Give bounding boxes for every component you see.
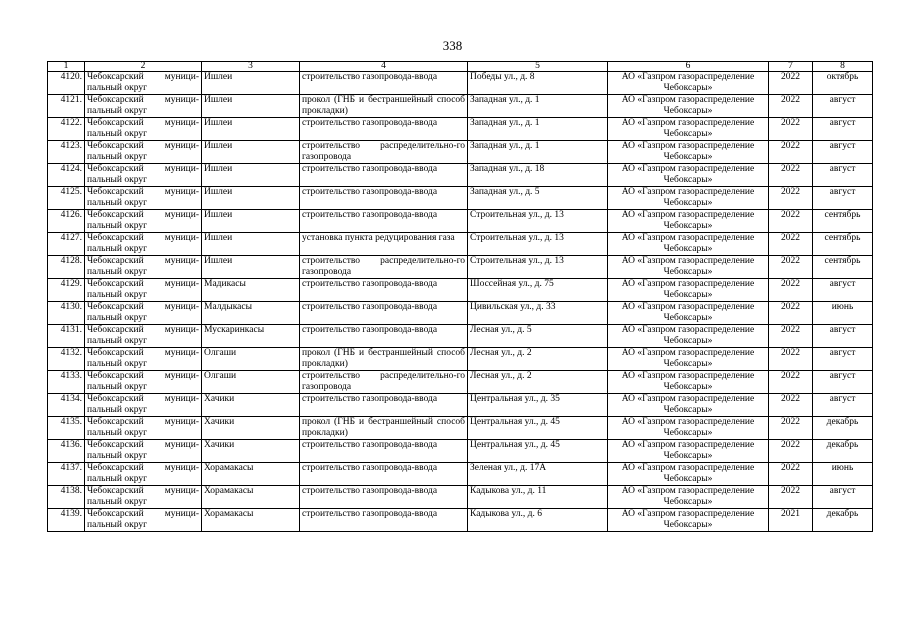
work-type-cell: строительство газопровода-ввода bbox=[300, 187, 468, 210]
organization-cell: АО «Газпром газораспределение Чебоксары» bbox=[608, 72, 769, 95]
table-row bbox=[48, 95, 873, 118]
work-type-cell: строительство газопровода-ввода bbox=[300, 279, 468, 302]
settlement-cell: Мускаринкасы bbox=[202, 325, 300, 348]
work-type-cell: строительство газопровода-ввода bbox=[300, 325, 468, 348]
month-cell: август bbox=[813, 95, 873, 118]
work-type-cell: строительство газопровода-ввода bbox=[300, 164, 468, 187]
address-cell: Кадыкова ул., д. 11 bbox=[468, 486, 608, 509]
district-cell: Чебоксарский муници-пальный округ bbox=[85, 95, 202, 118]
month-cell: август bbox=[813, 141, 873, 164]
organization-cell: АО «Газпром газораспределение Чебоксары» bbox=[608, 486, 769, 509]
district-cell: Чебоксарский муници-пальный округ bbox=[85, 463, 202, 486]
table-row bbox=[48, 187, 873, 210]
district-cell: Чебоксарский муници-пальный округ bbox=[85, 164, 202, 187]
month-cell: сентябрь bbox=[813, 233, 873, 256]
organization-cell: АО «Газпром газораспределение Чебоксары» bbox=[608, 95, 769, 118]
row-number: 4129. bbox=[48, 279, 85, 302]
district-cell: Чебоксарский муници-пальный округ bbox=[85, 256, 202, 279]
district-cell: Чебоксарский муници-пальный округ bbox=[85, 141, 202, 164]
work-plan-table bbox=[47, 61, 873, 532]
column-header: 7 bbox=[769, 62, 813, 72]
month-cell: декабрь bbox=[813, 509, 873, 532]
settlement-cell: Хачики bbox=[202, 417, 300, 440]
month-cell: октябрь bbox=[813, 72, 873, 95]
address-cell: Западная ул., д. 1 bbox=[468, 141, 608, 164]
month-cell: август bbox=[813, 325, 873, 348]
address-cell: Шоссейная ул., д. 75 bbox=[468, 279, 608, 302]
table-row bbox=[48, 302, 873, 325]
year-cell: 2022 bbox=[769, 210, 813, 233]
year-cell: 2022 bbox=[769, 118, 813, 141]
year-cell: 2022 bbox=[769, 440, 813, 463]
work-type-cell: строительство газопровода-ввода bbox=[300, 463, 468, 486]
organization-cell: АО «Газпром газораспределение Чебоксары» bbox=[608, 118, 769, 141]
address-cell: Лесная ул., д. 2 bbox=[468, 371, 608, 394]
settlement-cell: Хорамакасы bbox=[202, 463, 300, 486]
table-row bbox=[48, 394, 873, 417]
work-type-cell: строительство газопровода-ввода bbox=[300, 394, 468, 417]
work-type-cell: прокол (ГНБ и бестраншейный способ прокладки) bbox=[300, 417, 468, 440]
settlement-cell: Ишлеи bbox=[202, 210, 300, 233]
district-cell: Чебоксарский муници-пальный округ bbox=[85, 348, 202, 371]
work-type-cell: строительство газопровода-ввода bbox=[300, 440, 468, 463]
organization-cell: АО «Газпром газораспределение Чебоксары» bbox=[608, 371, 769, 394]
organization-cell: АО «Газпром газораспределение Чебоксары» bbox=[608, 509, 769, 532]
address-cell: Победы ул., д. 8 bbox=[468, 72, 608, 95]
year-cell: 2022 bbox=[769, 187, 813, 210]
year-cell: 2022 bbox=[769, 325, 813, 348]
organization-cell: АО «Газпром газораспределение Чебоксары» bbox=[608, 394, 769, 417]
district-cell: Чебоксарский муници-пальный округ bbox=[85, 210, 202, 233]
table-row bbox=[48, 417, 873, 440]
table-row bbox=[48, 164, 873, 187]
year-cell: 2022 bbox=[769, 256, 813, 279]
column-header: 6 bbox=[608, 62, 769, 72]
month-cell: август bbox=[813, 348, 873, 371]
column-header: 8 bbox=[813, 62, 873, 72]
organization-cell: АО «Газпром газораспределение Чебоксары» bbox=[608, 233, 769, 256]
work-type-cell: строительство газопровода-ввода bbox=[300, 486, 468, 509]
settlement-cell: Малдыкасы bbox=[202, 302, 300, 325]
district-cell: Чебоксарский муници-пальный округ bbox=[85, 394, 202, 417]
year-cell: 2022 bbox=[769, 463, 813, 486]
table-row bbox=[48, 463, 873, 486]
work-type-cell: строительство распределительно-го газопровода bbox=[300, 371, 468, 394]
year-cell: 2022 bbox=[769, 279, 813, 302]
month-cell: август bbox=[813, 187, 873, 210]
settlement-cell: Ишлеи bbox=[202, 187, 300, 210]
row-number: 4133. bbox=[48, 371, 85, 394]
table-row bbox=[48, 141, 873, 164]
organization-cell: АО «Газпром газораспределение Чебоксары» bbox=[608, 348, 769, 371]
table-row bbox=[48, 325, 873, 348]
district-cell: Чебоксарский муници-пальный округ bbox=[85, 440, 202, 463]
row-number: 4126. bbox=[48, 210, 85, 233]
row-number: 4137. bbox=[48, 463, 85, 486]
work-type-cell: строительство газопровода-ввода bbox=[300, 72, 468, 95]
month-cell: август bbox=[813, 371, 873, 394]
column-number-row bbox=[48, 62, 873, 72]
district-cell: Чебоксарский муници-пальный округ bbox=[85, 509, 202, 532]
table-row bbox=[48, 279, 873, 302]
address-cell: Строительная ул., д. 13 bbox=[468, 210, 608, 233]
table-row bbox=[48, 72, 873, 95]
month-cell: июнь bbox=[813, 463, 873, 486]
column-header: 1 bbox=[48, 62, 85, 72]
district-cell: Чебоксарский муници-пальный округ bbox=[85, 233, 202, 256]
year-cell: 2022 bbox=[769, 394, 813, 417]
work-type-cell: строительство газопровода-ввода bbox=[300, 210, 468, 233]
work-type-cell: строительство распределительно-го газопровода bbox=[300, 256, 468, 279]
settlement-cell: Ишлеи bbox=[202, 233, 300, 256]
row-number: 4127. bbox=[48, 233, 85, 256]
column-header: 4 bbox=[300, 62, 468, 72]
settlement-cell: Ишлеи bbox=[202, 72, 300, 95]
year-cell: 2022 bbox=[769, 72, 813, 95]
year-cell: 2022 bbox=[769, 348, 813, 371]
district-cell: Чебоксарский муници-пальный округ bbox=[85, 417, 202, 440]
year-cell: 2022 bbox=[769, 302, 813, 325]
address-cell: Зеленая ул., д. 17А bbox=[468, 463, 608, 486]
district-cell: Чебоксарский муници-пальный округ bbox=[85, 371, 202, 394]
work-type-cell: строительство газопровода-ввода bbox=[300, 509, 468, 532]
organization-cell: АО «Газпром газораспределение Чебоксары» bbox=[608, 325, 769, 348]
organization-cell: АО «Газпром газораспределение Чебоксары» bbox=[608, 279, 769, 302]
address-cell: Строительная ул., д. 13 bbox=[468, 233, 608, 256]
row-number: 4121. bbox=[48, 95, 85, 118]
organization-cell: АО «Газпром газораспределение Чебоксары» bbox=[608, 210, 769, 233]
row-number: 4138. bbox=[48, 486, 85, 509]
year-cell: 2022 bbox=[769, 164, 813, 187]
district-cell: Чебоксарский муници-пальный округ bbox=[85, 187, 202, 210]
month-cell: июнь bbox=[813, 302, 873, 325]
column-header: 5 bbox=[468, 62, 608, 72]
year-cell: 2022 bbox=[769, 233, 813, 256]
district-cell: Чебоксарский муници-пальный округ bbox=[85, 325, 202, 348]
year-cell: 2022 bbox=[769, 141, 813, 164]
month-cell: август bbox=[813, 394, 873, 417]
month-cell: сентябрь bbox=[813, 256, 873, 279]
table-row bbox=[48, 348, 873, 371]
organization-cell: АО «Газпром газораспределение Чебоксары» bbox=[608, 417, 769, 440]
settlement-cell: Мадикасы bbox=[202, 279, 300, 302]
settlement-cell: Ишлеи bbox=[202, 256, 300, 279]
settlement-cell: Хорамакасы bbox=[202, 509, 300, 532]
year-cell: 2022 bbox=[769, 486, 813, 509]
address-cell: Строительная ул., д. 13 bbox=[468, 256, 608, 279]
row-number: 4124. bbox=[48, 164, 85, 187]
district-cell: Чебоксарский муници-пальный округ bbox=[85, 279, 202, 302]
address-cell: Западная ул., д. 18 bbox=[468, 164, 608, 187]
row-number: 4130. bbox=[48, 302, 85, 325]
organization-cell: АО «Газпром газораспределение Чебоксары» bbox=[608, 463, 769, 486]
address-cell: Кадыкова ул., д. 6 bbox=[468, 509, 608, 532]
address-cell: Западная ул., д. 1 bbox=[468, 95, 608, 118]
settlement-cell: Хорамакасы bbox=[202, 486, 300, 509]
row-number: 4122. bbox=[48, 118, 85, 141]
row-number: 4128. bbox=[48, 256, 85, 279]
settlement-cell: Олгаши bbox=[202, 371, 300, 394]
month-cell: август bbox=[813, 486, 873, 509]
address-cell: Цивильская ул., д. 33 bbox=[468, 302, 608, 325]
address-cell: Западная ул., д. 1 bbox=[468, 118, 608, 141]
year-cell: 2022 bbox=[769, 417, 813, 440]
table-row bbox=[48, 256, 873, 279]
row-number: 4135. bbox=[48, 417, 85, 440]
settlement-cell: Ишлеи bbox=[202, 95, 300, 118]
row-number: 4136. bbox=[48, 440, 85, 463]
settlement-cell: Ишлеи bbox=[202, 164, 300, 187]
work-type-cell: прокол (ГНБ и бестраншейный способ прокладки) bbox=[300, 348, 468, 371]
table-row bbox=[48, 118, 873, 141]
address-cell: Центральная ул., д. 35 bbox=[468, 394, 608, 417]
row-number: 4120. bbox=[48, 72, 85, 95]
organization-cell: АО «Газпром газораспределение Чебоксары» bbox=[608, 302, 769, 325]
table-row bbox=[48, 210, 873, 233]
month-cell: август bbox=[813, 164, 873, 187]
district-cell: Чебоксарский муници-пальный округ bbox=[85, 72, 202, 95]
organization-cell: АО «Газпром газораспределение Чебоксары» bbox=[608, 141, 769, 164]
district-cell: Чебоксарский муници-пальный округ bbox=[85, 118, 202, 141]
settlement-cell: Хачики bbox=[202, 394, 300, 417]
year-cell: 2021 bbox=[769, 509, 813, 532]
row-number: 4123. bbox=[48, 141, 85, 164]
settlement-cell: Хачики bbox=[202, 440, 300, 463]
table-body bbox=[48, 72, 873, 532]
work-type-cell: прокол (ГНБ и бестраншейный способ прокладки) bbox=[300, 95, 468, 118]
page-number: 338 bbox=[442, 38, 463, 53]
table-row bbox=[48, 486, 873, 509]
table-row bbox=[48, 371, 873, 394]
address-cell: Центральная ул., д. 45 bbox=[468, 417, 608, 440]
table-row bbox=[48, 233, 873, 256]
work-type-cell: установка пункта редуцирования газа bbox=[300, 233, 468, 256]
organization-cell: АО «Газпром газораспределение Чебоксары» bbox=[608, 187, 769, 210]
address-cell: Центральная ул., д. 45 bbox=[468, 440, 608, 463]
settlement-cell: Олгаши bbox=[202, 348, 300, 371]
table-row bbox=[48, 440, 873, 463]
year-cell: 2022 bbox=[769, 95, 813, 118]
month-cell: август bbox=[813, 118, 873, 141]
work-type-cell: строительство газопровода-ввода bbox=[300, 302, 468, 325]
address-cell: Лесная ул., д. 2 bbox=[468, 348, 608, 371]
year-cell: 2022 bbox=[769, 371, 813, 394]
column-header: 3 bbox=[202, 62, 300, 72]
work-type-cell: строительство газопровода-ввода bbox=[300, 118, 468, 141]
table-row bbox=[48, 509, 873, 532]
work-type-cell: строительство распределительно-го газопровода bbox=[300, 141, 468, 164]
row-number: 4131. bbox=[48, 325, 85, 348]
organization-cell: АО «Газпром газораспределение Чебоксары» bbox=[608, 440, 769, 463]
month-cell: декабрь bbox=[813, 440, 873, 463]
organization-cell: АО «Газпром газораспределение Чебоксары» bbox=[608, 164, 769, 187]
settlement-cell: Ишлеи bbox=[202, 141, 300, 164]
address-cell: Западная ул., д. 5 bbox=[468, 187, 608, 210]
address-cell: Лесная ул., д. 5 bbox=[468, 325, 608, 348]
row-number: 4125. bbox=[48, 187, 85, 210]
district-cell: Чебоксарский муници-пальный округ bbox=[85, 486, 202, 509]
month-cell: август bbox=[813, 279, 873, 302]
column-header: 2 bbox=[85, 62, 202, 72]
row-number: 4134. bbox=[48, 394, 85, 417]
month-cell: декабрь bbox=[813, 417, 873, 440]
month-cell: сентябрь bbox=[813, 210, 873, 233]
row-number: 4132. bbox=[48, 348, 85, 371]
row-number: 4139. bbox=[48, 509, 85, 532]
settlement-cell: Ишлеи bbox=[202, 118, 300, 141]
district-cell: Чебоксарский муници-пальный округ bbox=[85, 302, 202, 325]
organization-cell: АО «Газпром газораспределение Чебоксары» bbox=[608, 256, 769, 279]
